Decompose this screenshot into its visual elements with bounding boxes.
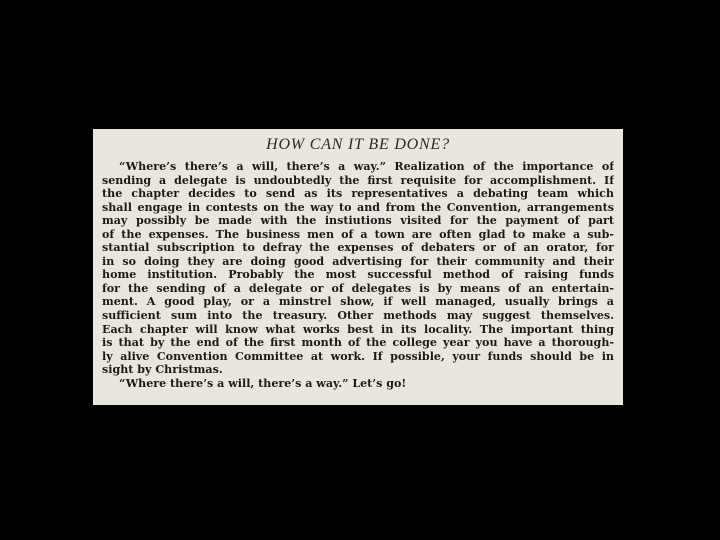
article-line: shall engage in contests on the way to and from the Convention, arrangements: [102, 200, 614, 214]
article-line: home institution. Probably the most successful method of raising funds: [102, 268, 614, 282]
article-line: sending a delegate is undoubtedly the first requisite for accomplishment. If: [102, 173, 614, 187]
article-clipping: [93, 129, 623, 405]
article-line: “Where there’s a will, there’s a way.” Let’s go!: [119, 376, 407, 390]
article-line: sight by Christmas.: [102, 363, 223, 377]
article-line: the chapter decides to send as its representatives a debating team which: [102, 187, 614, 201]
article-line: may possibly be made with the instiutions visited for the payment of part: [102, 214, 614, 228]
article-line: Each chapter will know what works best in its locality. The important thing: [102, 322, 614, 336]
article-line: is that by the end of the first month of the college year you have a thorough-: [102, 336, 614, 350]
article-line: “Where’s there’s a will, there’s a way.” Realization of the importance of: [119, 160, 614, 173]
article-body: [102, 160, 614, 390]
article-line: stantial subscription to defray the expenses of debaters or of an orator, for: [102, 241, 614, 255]
article-line: for the sending of a delegate or of delegates is by means of an entertain-: [102, 281, 614, 295]
article-line: of the expenses. The business men of a town are often glad to make a sub-: [102, 227, 614, 241]
article-line: ment. A good play, or a minstrel show, if well managed, usually brings a: [102, 295, 614, 309]
article-line: in so doing they are doing good advertising for their community and their: [102, 254, 614, 268]
article-line: sufficient sum into the treasury. Other methods may suggest themselves.: [102, 309, 614, 323]
article-line: ly alive Convention Committee at work. If possible, your funds should be in: [102, 349, 614, 363]
article-heading: HOW CAN IT BE DONE?: [266, 136, 450, 153]
